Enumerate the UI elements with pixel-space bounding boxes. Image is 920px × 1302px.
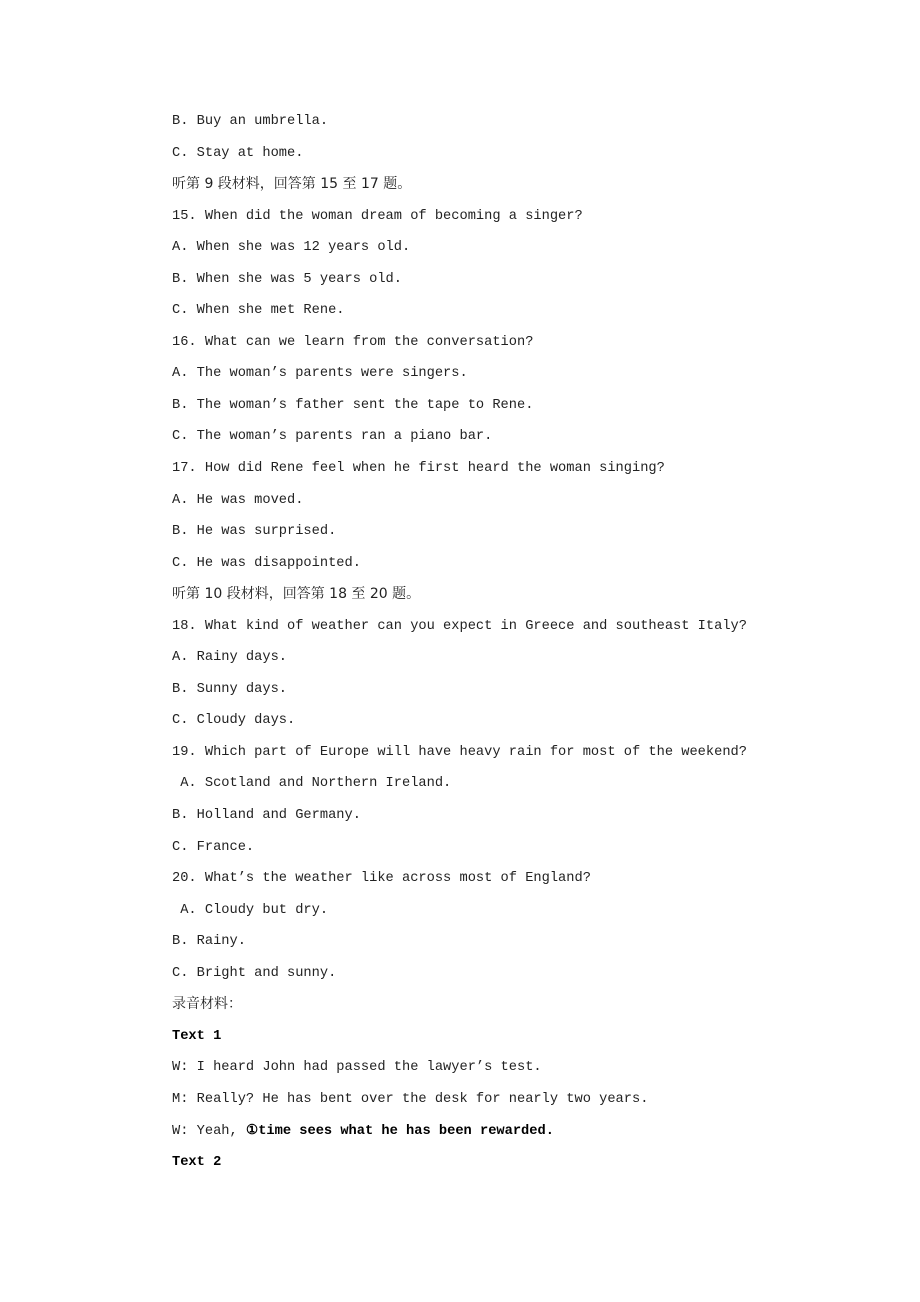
text-line: 20. What’s the weather like across most of England? <box>172 871 591 887</box>
text-line: B. Holland and Germany. <box>172 808 361 824</box>
text-line: A. When she was 12 years old. <box>172 240 411 256</box>
text-line: C. Stay at home. <box>172 145 304 161</box>
text-line: C. France. <box>172 839 255 855</box>
text-line: C. Bright and sunny. <box>172 965 337 981</box>
text-line: B. When she was 5 years old. <box>172 271 402 287</box>
text-line: 17. How did Rene feel when he first heard the woman singing? <box>172 461 665 477</box>
text-line: B. Rainy. <box>172 934 246 950</box>
text-line: 18. What kind of weather can you expect in Greece and southeast Italy? <box>172 618 747 634</box>
section-heading: Text 1 <box>172 1028 222 1044</box>
highlighted-sentence: ①time sees what he has been rewarded. <box>245 1123 554 1139</box>
text-line: 19. Which part of Europe will have heavy rain for most of the weekend? <box>172 744 747 760</box>
text-line: 15. When did the woman dream of becoming a singer? <box>172 208 583 224</box>
text-line: B. He was surprised. <box>172 524 337 540</box>
text-line <box>172 1116 747 1148</box>
text-line: B. Buy an umbrella. <box>172 114 329 129</box>
text-line: 录音材料： <box>172 996 242 1013</box>
text-line: C. He was disappointed. <box>172 555 361 571</box>
text-line: A. He was moved. <box>172 492 304 508</box>
speaker-prefix: W: Yeah, <box>172 1123 246 1139</box>
text-line: 听第 10 段材料，回答第 18 至 20 题。 <box>172 586 421 603</box>
text-line: B. The woman’s father sent the tape to Rene. <box>172 397 534 413</box>
document-page <box>172 106 747 1179</box>
text-line: A. The woman’s parents were singers. <box>172 366 468 382</box>
text-line: A. Scotland and Northern Ireland. <box>172 776 452 792</box>
text-line: 16. What can we learn from the conversation? <box>172 334 534 350</box>
text-line: C. The woman’s parents ran a piano bar. <box>172 429 493 445</box>
text-line: M: Really? He has bent over the desk for nearly two years. <box>172 1091 649 1107</box>
text-line: 听第 9 段材料，回答第 15 至 17 题。 <box>172 176 412 193</box>
text-line: C. When she met Rene. <box>172 303 345 319</box>
text-line: B. Sunny days. <box>172 681 287 697</box>
text-line: C. Cloudy days. <box>172 713 296 729</box>
section-heading: Text 2 <box>172 1155 222 1171</box>
text-line: W: I heard John had passed the lawyer’s test. <box>172 1060 542 1076</box>
text-line: A. Cloudy but dry. <box>172 902 329 918</box>
text-line: A. Rainy days. <box>172 650 287 666</box>
